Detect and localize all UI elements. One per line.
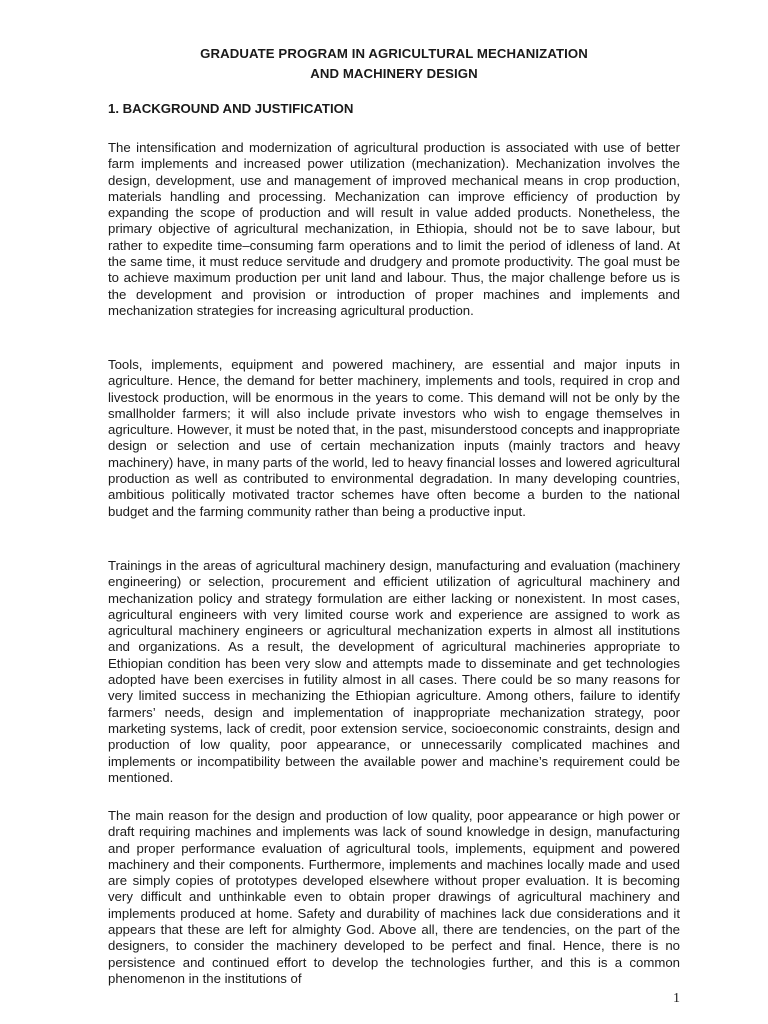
document-title [108, 44, 680, 84]
page-number: 1 [673, 991, 680, 1006]
title-line-2: AND MACHINERY DESIGN [310, 66, 478, 81]
section-heading: 1. BACKGROUND AND JUSTIFICATION [108, 101, 354, 116]
title-line-1: GRADUATE PROGRAM IN AGRICULTURAL MECHANIZATION [200, 46, 588, 61]
paragraph-3: Trainings in the areas of agricultural machinery design, manufacturing and evaluation (machinery engineering) or selection, procurement and efficient utilization of agricultural machinery and mechanization policy and strategy formulation are either lacking or nonexistent. In most cases, agricultural engineers with very limited course work and experience are assigned to work as agricultural machinery engineers or agricultural mechanization experts in almost all institutions and organizations. As a result, the development of agricultural machineries appropriate to Ethiopian condition has been very slow and attempts made to disseminate and get technologies adopted have been exercises in futility almost in all cases. There could be so many reasons for very limited success in mechanizing the Ethiopian agriculture. Among others, failure to identify farmers’ needs, design and implementation of inappropriate mechanization strategy, poor marketing systems, lack of credit, poor extension service, socioeconomic constraints, design and production of low quality, poor appearance, or unnecessarily complicated machines and implements or incompatibility between the available power and machine’s requirement could be mentioned. [108, 558, 680, 785]
paragraph-1: The intensification and modernization of agricultural production is associated with use of better farm implements and increased power utilization (mechanization). Mechanization involves the design, development, use and management of improved mechanical means in crop production, materials handling and processing. Mechanization can improve efficiency of production by expanding the scope of production and will result in value added products. Nonetheless, the primary objective of agricultural mechanization, in Ethiopia, should not be to save labour, but rather to expedite time–consuming farm operations and to limit the period of idleness of land. At the same time, it must reduce servitude and drudgery and promote productivity. The goal must be to achieve maximum production per unit land and labour. Thus, the major challenge before us is the development and provision or introduction of proper machines and implements and mechanization strategies for increasing agricultural production. [108, 140, 680, 318]
paragraph-4: The main reason for the design and production of low quality, poor appearance or high power or draft requiring machines and implements was lack of sound knowledge in design, manufacturing and proper performance evaluation of agricultural tools, implements, equipment and powered machinery and their components. Furthermore, implements and machines locally made and used are simply copies of prototypes developed elsewhere without proper evaluation. It is becoming very difficult and unthinkable even to obtain proper drawings of agricultural machinery and implements produced at home. Safety and durability of machines lack due considerations and it appears that these are left for almighty God. Above all, there are tendencies, on the part of the designers, to consider the machinery developed to be perfect and final. Hence, there is no persistence and continued effort to develop the technologies further, and this is a common phenomenon in the institutions of [108, 808, 680, 986]
paragraph-2: Tools, implements, equipment and powered machinery, are essential and major inputs in agriculture. Hence, the demand for better machinery, implements and tools, required in crop and livestock production, will be enormous in the years to come. This demand will not be only by the smallholder farmers; it will also include private investors who wish to engage themselves in agriculture. However, it must be noted that, in the past, misunderstood concepts and inappropriate design or selection and use of certain mechanization inputs (mainly tractors and heavy machinery) have, in many parts of the world, led to heavy financial losses and lowered agricultural production as well as contributed to environmental degradation. In many developing countries, ambitious politically motivated tractor schemes have often become a burden to the national budget and the farming community rather than being a productive input. [108, 357, 680, 519]
